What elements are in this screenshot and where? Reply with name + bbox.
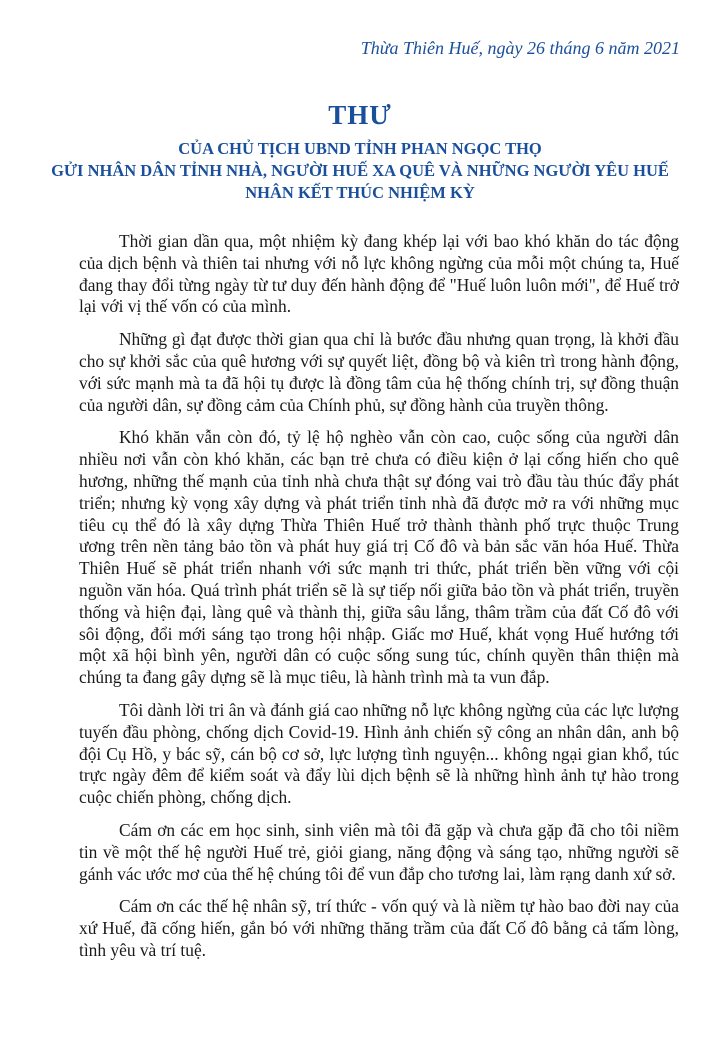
paragraph: Tôi dành lời tri ân và đánh giá cao những nỗ lực không ngừng của các lực lượng tuyến đầu phòng, chống dịch Covid-19. Hình ảnh chiến sỹ công an nhân dân, anh bộ đội Cụ Hồ, y bác sỹ, cán bộ cơ sở, lực lượng tình nguyện... không ngại gian khổ, túc trực ngày đêm để kiểm soát và đẩy lùi dịch bệnh sẽ là những hình ảnh tự hào trong cuộc chiến phòng, chống dịch. [79,699,679,808]
dateline: Thừa Thiên Huế, ngày 26 tháng 6 năm 2021 [360,38,680,58]
letter-subtitle [0,138,720,204]
subtitle-line: CỦA CHỦ TỊCH UBND TỈNH PHAN NGỌC THỌ [178,139,542,158]
subtitle-line: GỬI NHÂN DÂN TỈNH NHÀ, NGƯỜI HUẾ XA QUÊ VÀ NHỮNG NGƯỜI YÊU HUẾ [51,161,669,180]
letter-body [79,231,679,973]
paragraph: Những gì đạt được thời gian qua chỉ là bước đầu nhưng quan trọng, là khởi đầu cho sự khởi sắc của quê hương với sự quyết liệt, đồng bộ và kiên trì trong hành động, với sức mạnh mà ta đã hội tụ được là đồng tâm của hệ thống chính trị, sự đồng thuận của người dân, sự đồng cảm của Chính phủ, sự đồng hành của truyền thông. [79,329,679,415]
paragraph: Thời gian dần qua, một nhiệm kỳ đang khép lại với bao khó khăn do tác động của dịch bệnh và thiên tai nhưng với nỗ lực không ngừng của mỗi một chúng ta, Huế đang thay đổi từng ngày từ tư duy đến hành động để "Huế luôn luôn mới", để Huế trở lại với vị thế vốn có của mình. [79,231,679,317]
paragraph: Khó khăn vẫn còn đó, tỷ lệ hộ nghèo vẫn còn cao, cuộc sống của người dân nhiều nơi vẫn còn khó khăn, các bạn trẻ chưa có điều kiện ở lại cống hiến cho quê hương, những thế mạnh của tỉnh nhà chưa thật sự đóng vai trò đầu tàu thúc đẩy phát triển; nhưng kỳ vọng xây dựng và phát triển tỉnh nhà đã được mở ra với những mục tiêu cụ thể đó là xây dựng Thừa Thiên Huế trở thành thành phố trực thuộc Trung ương trên nền tảng bảo tồn và phát huy giá trị Cố đô và bản sắc văn hóa Huế. Thừa Thiên Huế sẽ phát triển nhanh với sức mạnh tri thức, phát triển bền vững với cội nguồn văn hóa. Quá trình phát triển sẽ là sự tiếp nối giữa bảo tồn và phát triển, truyền thống và hiện đại, làng quê và thành thị, giữa sâu lắng, thâm trầm của đất Cố đô với sôi động, đổi mới sáng tạo trong hội nhập. Giấc mơ Huế, khát vọng Huế hướng tới một xã hội bình yên, người dân có cuộc sống sung túc, chính quyền thân thiện mà chúng ta đang gây dựng sẽ là mục tiêu, là hành trình mà ta vun đắp. [79,427,679,688]
paragraph: Cám ơn các thế hệ nhân sỹ, trí thức - vốn quý và là niềm tự hào bao đời nay của xứ Huế, đã cống hiến, gắn bó với những thăng trầm của đất Cố đô bằng cả tấm lòng, tình yêu và trí tuệ. [79,896,679,960]
letter-title: THƯ [328,100,392,130]
subtitle-line: NHÂN KẾT THÚC NHIỆM KỲ [245,183,475,202]
paragraph: Cám ơn các em học sinh, sinh viên mà tôi đã gặp và chưa gặp đã cho tôi niềm tin về một thế hệ người Huế trẻ, giỏi giang, năng động và sáng tạo, những người sẽ gánh vác ước mơ của thế hệ chúng tôi để vun đắp cho tương lai, làm rạng danh xứ sở. [79,819,679,884]
